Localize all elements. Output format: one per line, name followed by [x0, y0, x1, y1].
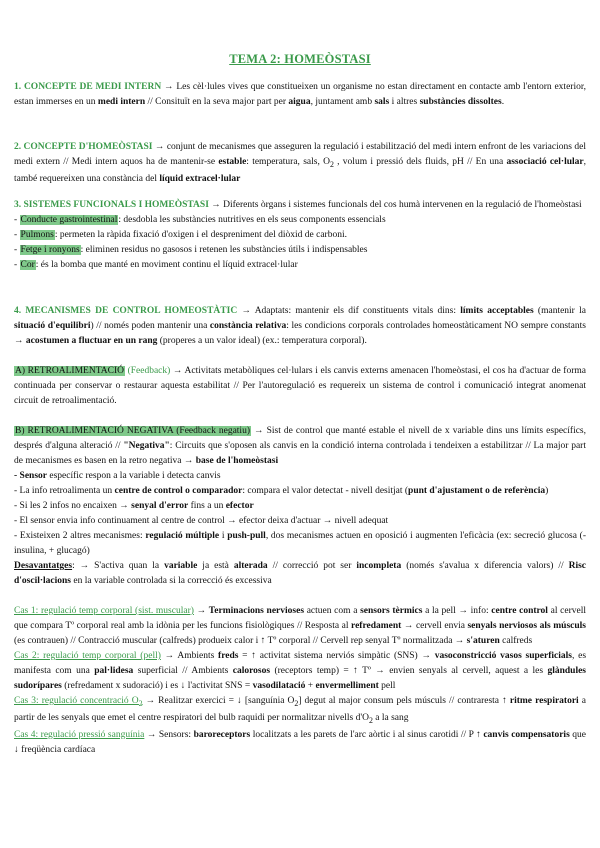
- bold-term: centre control: [491, 606, 548, 616]
- text: , juntament amb: [310, 97, 375, 107]
- bold-term: acostumen a fluctuar en un rang: [25, 336, 158, 346]
- section-medi-intern: [14, 80, 586, 110]
- bold-term: pal·lidesa: [94, 666, 134, 676]
- text: : temperatura, sals, O: [246, 157, 330, 167]
- bold-term: límits acceptables: [460, 306, 534, 316]
- text: (refredament x sudoració) i es ↓ l'activitat SNS =: [61, 681, 253, 691]
- section-retroalimentacio: [14, 364, 586, 409]
- case-3: [14, 694, 586, 728]
- text: → Ambients: [160, 651, 219, 661]
- section-cases: [14, 604, 586, 758]
- text: fins a un: [188, 501, 226, 511]
- bold-term: líquid extracel·lular: [159, 173, 241, 184]
- list-item: - Fetge i ronyons: eliminen residus no gasosos i retenen les substàncies útils i indispensables: [14, 245, 368, 255]
- text: : → S'activa quan la: [72, 561, 165, 571]
- text: : les condicions corporals controlades homeostàticament NO sempre constants →: [14, 321, 586, 346]
- bold-term: associació cel·lular: [506, 157, 584, 167]
- bold-term: Risc d'oscil·lacions: [14, 561, 587, 586]
- text: → cervell envia: [401, 621, 468, 631]
- bold-term: envermelliment: [315, 681, 379, 691]
- heading-suffix: (Feedback): [124, 366, 171, 376]
- highlighted-term: Fetge i ronyons: [20, 245, 80, 255]
- text: a la sang: [372, 712, 409, 723]
- highlighted-term: Pulmons: [20, 230, 54, 240]
- text: → Diferents òrgans i sistemes funcionals del cos humà intervenen en la regulació de l'homeòstasi: [208, 200, 582, 210]
- section-heading: A) RETROALIMENTACIÓ: [15, 366, 124, 376]
- bold-term: vasodilatació: [252, 681, 306, 691]
- section-heading: B) RETROALIMENTACIÓ NEGATIVA (Feedback negatiu): [15, 426, 250, 436]
- text: calfreds: [499, 636, 533, 646]
- bold-term: - Sensor: [14, 471, 47, 481]
- bold-term: situació d'equilibri: [14, 321, 91, 331]
- text: : permeten la ràpida fixació d'oxigen i el despreniment del diòxid de carboni.: [54, 230, 347, 240]
- page-title: TEMA 2: HOMEÒSTASI: [229, 52, 371, 66]
- text: → Activitats metabòliques cel·lulars i els canvis externs amenacen l'homeòstasi, el cos ha d'actuar de forma continuada per conservar o restaurar aquesta estabilitat // Per l'autoregulació es requereix un sistema de control i comunicació integrat anomenat circuit de retroalimentació.: [14, 366, 586, 406]
- text: .: [501, 97, 505, 107]
- bold-term: Terminacions nervioses: [208, 606, 305, 616]
- text: : desdobla les substàncies nutritives en els seus components essencials: [118, 215, 386, 225]
- bold-term: centre de control o comparador: [114, 486, 243, 496]
- text: → Adaptats: mantenir els dif constituents vitals dins:: [237, 306, 461, 316]
- subscript: 2: [368, 715, 373, 725]
- bold-term: sals: [374, 97, 390, 107]
- text: : Circuits que s'oposen als canvis en la condició interna controlada i tendeixen a estabilitzar // La major part de mecanismes es basen en la retro negativa →: [14, 441, 586, 466]
- list-item: [14, 499, 586, 514]
- text: (properes a un valor ideal) (ex.: temperatura corporal).: [157, 336, 367, 346]
- case-1: [14, 604, 586, 649]
- bold-term: s'aturen: [466, 636, 500, 646]
- text: - Si les 2 infos no encaixen →: [14, 501, 132, 511]
- text: superficial // Ambients: [133, 666, 233, 676]
- section-heading: 4. MECANISMES DE CONTROL HOMEOSTÀTIC: [14, 306, 238, 316]
- text: = ↑ activitat sistema nerviós simpàtic (SNS) →: [238, 651, 435, 661]
- bold-term: medi intern: [97, 97, 146, 107]
- case-label: Cas 1: regulació temp corporal (sist. muscular): [14, 606, 194, 616]
- bold-term: regulació múltiple: [145, 531, 220, 541]
- bold-term: push-pull: [227, 531, 266, 541]
- list-item: [14, 484, 586, 499]
- text: que ↓ freqüència cardíaca: [14, 729, 586, 755]
- bold-term: senyals nerviosos als músculs: [467, 621, 586, 631]
- bold-term: "Negativa": [123, 441, 170, 451]
- case-label: Cas 2: regulació temp corporal (pell): [14, 651, 161, 661]
- list-item: [14, 469, 586, 484]
- text: // correcció pot ser: [267, 561, 357, 571]
- text: - Existeixen 2 altres mecanismes:: [14, 531, 146, 541]
- text: (només s'avalua x diferencia valors) //: [401, 561, 569, 571]
- bold-term: calorosos: [232, 666, 271, 676]
- text: ): [545, 486, 549, 496]
- bold-term: freds: [218, 651, 239, 661]
- section-heading: 2. CONCEPTE D'HOMEÒSTASI: [14, 142, 153, 152]
- case-4: [14, 728, 586, 758]
- text: (receptors temp) = ↑ Tº → envien senyals al cervell, aquest a les: [270, 666, 548, 676]
- bold-term: ritme respiratori: [509, 696, 579, 706]
- list-item: - Cor: és la bomba que manté en moviment continu el líquid extracel·lular: [14, 260, 298, 270]
- section-heading: 1. CONCEPTE DE MEDI INTERN: [14, 82, 162, 92]
- section-retroalimentacio-negativa: [14, 424, 586, 589]
- list-item: - El sensor envia info continuament al centre de control → efector deixa d'actuar → nivell adequat: [14, 516, 389, 526]
- section-homeostasi: [14, 140, 586, 187]
- text: → conjunt de mecanismes que asseguren la regulació i estabilització del medi intern enfront de les variacions del medi extern // Medi intern aquos ha de mantenir-se: [14, 142, 586, 167]
- text: ja està: [197, 561, 234, 571]
- text: en la variable controlada si la correcció és excessiva: [71, 576, 272, 586]
- highlighted-term: Conducte gastrointestinal: [20, 215, 118, 225]
- bold-term: baroreceptors: [193, 729, 251, 740]
- text: ) // només poden mantenir una: [90, 321, 210, 331]
- bold-term: sensors tèrmics: [360, 606, 423, 616]
- text: (mantenir la: [533, 306, 586, 316]
- text: i: [219, 531, 228, 541]
- text: localitzats a les parets de l'arc aòrtic i al sinus carotidi // P ↑: [250, 729, 484, 740]
- bold-term: punt d'ajustament o de referència: [408, 486, 546, 496]
- text: - La info retroalimenta un: [14, 486, 115, 496]
- bold-term: vasoconstricció vasos superficials: [434, 651, 572, 661]
- text: actuen com a: [304, 606, 361, 616]
- case-label: [14, 696, 143, 706]
- bold-term: efector: [225, 501, 254, 511]
- subscript: 2: [329, 159, 334, 169]
- text: , volum i pressió dels fluids, pH // En una: [333, 157, 507, 167]
- text: +: [305, 681, 316, 691]
- text: a la pell → info:: [422, 606, 492, 616]
- bold-term: base de l'homeòstasi: [195, 456, 279, 466]
- bold-term: constància relativa: [209, 321, 287, 331]
- list-item: [14, 559, 586, 589]
- bold-term: substàncies dissoltes: [419, 97, 502, 107]
- text: Cas 3: regulació concentració O: [14, 696, 139, 706]
- section-mecanismes-control: [14, 304, 586, 349]
- text: → Sist de control que manté estable el nivell de x variable dins uns límits específics, després d'alguna alteració //: [14, 426, 586, 451]
- bold-term: estable: [218, 157, 247, 167]
- text: : eliminen residus no gasosos i retenen les substàncies útils i indispensables: [80, 245, 368, 255]
- highlighted-term: Cor: [20, 260, 35, 270]
- text: → Sensors:: [144, 729, 194, 740]
- bold-term: variable: [164, 561, 198, 571]
- subscript: 2: [294, 698, 299, 708]
- text: i altres: [389, 97, 420, 107]
- text: a partir de les senyals que emet el centre respiratori del bulb raquidi per normalitzar nivells d'O: [14, 696, 586, 723]
- text: específic respon a la variable i detecta canvis: [47, 471, 221, 481]
- bold-term: alterada: [233, 561, 268, 571]
- text: (es contrauen) // Contracció muscular (calfreds) produeix calor i ↑ Tº corporal // Cervell rep senyal Tº normalitzada →: [14, 636, 467, 646]
- text: : compara el valor detectat - nivell desitjat (: [242, 486, 409, 496]
- text: : és la bomba que manté en moviment continu el líquid extracel·lular: [35, 260, 298, 270]
- subscript: 2: [138, 698, 143, 708]
- bold-term: Desavantatges: [14, 561, 73, 571]
- text: pell: [378, 681, 396, 691]
- text: ] degut al major consum pels músculs // contraresta ↑: [298, 696, 510, 706]
- bold-term: incompleta: [356, 561, 402, 571]
- text: al cervell que compara Tº corporal real amb la idònia per les funcions fisiològiques // Resposta al: [14, 606, 587, 631]
- bold-term: refredament: [351, 621, 402, 631]
- text: // Consituït en la seva major part per: [145, 97, 289, 107]
- bold-term: aigua: [288, 97, 311, 107]
- case-2: [14, 649, 586, 694]
- section-sistemes-funcionals: [14, 198, 586, 273]
- text: , es manifesta com una: [14, 651, 587, 676]
- list-item: [14, 529, 586, 559]
- list-item: - Pulmons: permeten la ràpida fixació d'oxigen i el despreniment del diòxid de carboni.: [14, 230, 347, 240]
- bold-term: senyal d'error: [131, 501, 189, 511]
- list-item: - Conducte gastrointestinal: desdobla les substàncies nutritives en els seus components essencials: [14, 215, 386, 225]
- bold-term: glàndules sudorípares: [14, 666, 586, 691]
- text: → Les cèl·lules vives que constitueixen un organisme no estan directament en contacte amb l'entorn exterior, estan immerses en un: [14, 82, 587, 107]
- text: , també requereixen una constància del: [14, 157, 586, 184]
- case-label: Cas 4: regulació pressió sanguínia: [14, 729, 145, 740]
- text: → Realitzar exercici = ↓ [sanguínia O: [142, 696, 295, 706]
- text: , dos mecanismes actuen en oposició i augmenten l'eficàcia (ex: secreció glucosa (- insulina, + glucagó): [14, 531, 586, 556]
- section-heading: 3. SISTEMES FUNCIONALS I HOMEÒSTASI: [14, 200, 209, 210]
- bold-term: canvis compensatoris: [483, 729, 570, 740]
- text: →: [193, 606, 209, 616]
